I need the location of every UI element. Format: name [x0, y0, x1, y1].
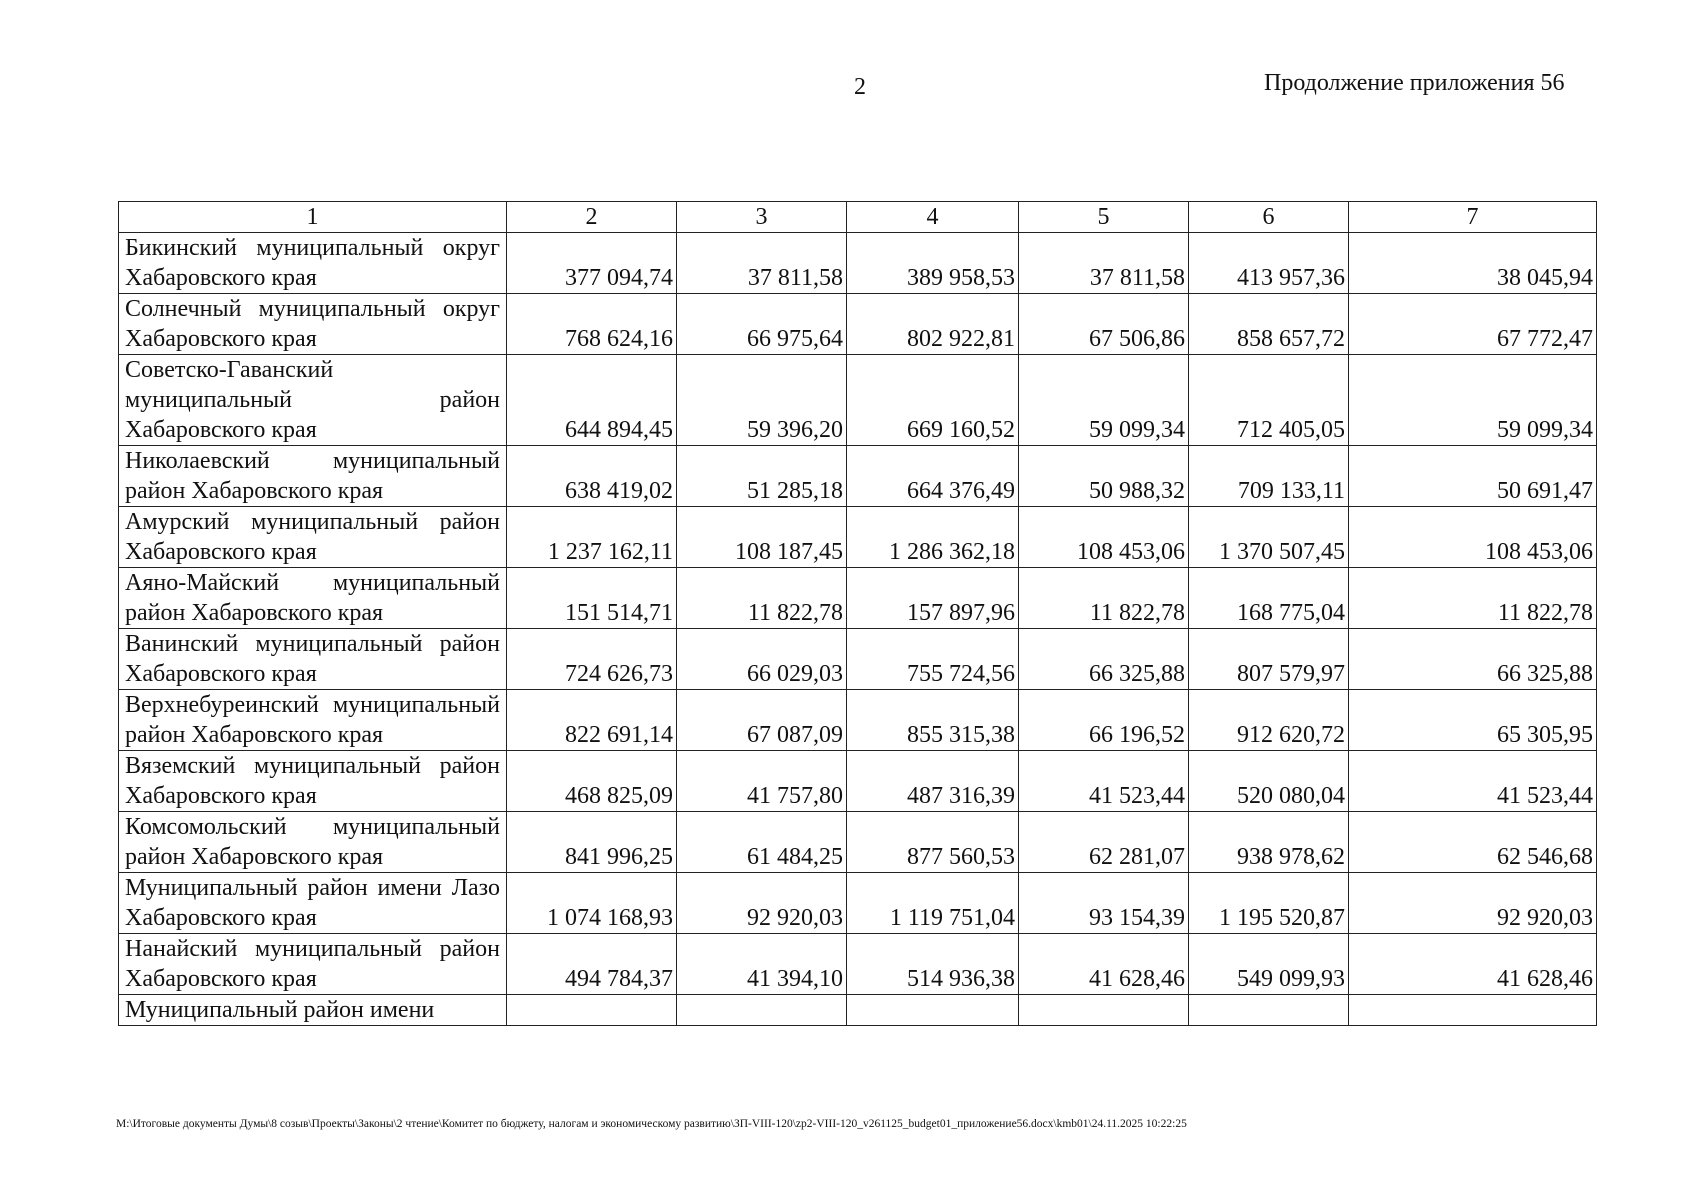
value-cell: 62 546,68 [1349, 812, 1597, 873]
district-name-cell: Ванинский муниципальный район Хабаровского края [119, 629, 507, 690]
district-name-cell: Советско-Гаванский муниципальный район Хабаровского края [119, 355, 507, 446]
value-cell: 38 045,94 [1349, 233, 1597, 294]
value-cell: 151 514,71 [507, 568, 677, 629]
value-cell: 37 811,58 [1019, 233, 1189, 294]
table-row [119, 446, 1597, 507]
table-row [119, 934, 1597, 995]
value-cell: 1 237 162,11 [507, 507, 677, 568]
page-number: 2 [854, 74, 866, 100]
column-header: 3 [677, 202, 847, 233]
value-cell: 41 523,44 [1019, 751, 1189, 812]
value-cell: 912 620,72 [1189, 690, 1349, 751]
value-cell: 494 784,37 [507, 934, 677, 995]
value-cell: 709 133,11 [1189, 446, 1349, 507]
value-cell: 638 419,02 [507, 446, 677, 507]
file-path-footer: M:\Итоговые документы Думы\8 созыв\Проекты\Законы\2 чтение\Комитет по бюджету, налогам и экономическому развитию\ЗП-VIII-120\zp2-VIII-120_v261125_budget01_приложение56.docx\kmb01\24.11.2025 10:22:25 [116, 1118, 1187, 1130]
column-header: 2 [507, 202, 677, 233]
value-cell: 59 099,34 [1349, 355, 1597, 446]
appendix-continuation-label: Продолжение приложения 56 [1264, 70, 1565, 96]
value-cell: 549 099,93 [1189, 934, 1349, 995]
district-name-cell: Муниципальный район имени Лазо Хабаровского края [119, 873, 507, 934]
value-cell: 802 922,81 [847, 294, 1019, 355]
value-cell: 11 822,78 [677, 568, 847, 629]
value-cell: 389 958,53 [847, 233, 1019, 294]
column-header: 4 [847, 202, 1019, 233]
table-row [119, 568, 1597, 629]
value-cell: 66 325,88 [1019, 629, 1189, 690]
district-name-cell: Бикинский муниципальный округ Хабаровского края [119, 233, 507, 294]
table-row [119, 995, 1597, 1026]
district-name-cell: Солнечный муниципальный округ Хабаровского края [119, 294, 507, 355]
value-cell [507, 995, 677, 1026]
district-name-cell: Нанайский муниципальный район Хабаровского края [119, 934, 507, 995]
value-cell: 59 099,34 [1019, 355, 1189, 446]
value-cell: 807 579,97 [1189, 629, 1349, 690]
value-cell: 514 936,38 [847, 934, 1019, 995]
value-cell: 11 822,78 [1349, 568, 1597, 629]
district-name-cell: Муниципальный район имени [119, 995, 507, 1026]
value-cell: 1 119 751,04 [847, 873, 1019, 934]
value-cell: 108 187,45 [677, 507, 847, 568]
value-cell: 487 316,39 [847, 751, 1019, 812]
budget-table [118, 201, 1597, 1026]
table-row [119, 355, 1597, 446]
table-row [119, 233, 1597, 294]
district-name-cell: Амурский муниципальный район Хабаровского края [119, 507, 507, 568]
value-cell: 877 560,53 [847, 812, 1019, 873]
value-cell: 59 396,20 [677, 355, 847, 446]
value-cell: 858 657,72 [1189, 294, 1349, 355]
value-cell: 724 626,73 [507, 629, 677, 690]
value-cell: 1 074 168,93 [507, 873, 677, 934]
value-cell: 108 453,06 [1349, 507, 1597, 568]
value-cell [1019, 995, 1189, 1026]
district-name-cell: Вяземский муниципальный район Хабаровского края [119, 751, 507, 812]
value-cell [847, 995, 1019, 1026]
value-cell: 41 394,10 [677, 934, 847, 995]
value-cell: 11 822,78 [1019, 568, 1189, 629]
value-cell: 41 523,44 [1349, 751, 1597, 812]
value-cell: 938 978,62 [1189, 812, 1349, 873]
district-name-cell: Аяно-Майский муниципальный район Хабаровского края [119, 568, 507, 629]
table-row [119, 294, 1597, 355]
value-cell: 50 988,32 [1019, 446, 1189, 507]
value-cell: 67 087,09 [677, 690, 847, 751]
value-cell: 41 628,46 [1019, 934, 1189, 995]
column-header: 6 [1189, 202, 1349, 233]
value-cell: 66 975,64 [677, 294, 847, 355]
value-cell: 67 506,86 [1019, 294, 1189, 355]
value-cell: 50 691,47 [1349, 446, 1597, 507]
value-cell: 644 894,45 [507, 355, 677, 446]
value-cell: 664 376,49 [847, 446, 1019, 507]
value-cell: 66 196,52 [1019, 690, 1189, 751]
value-cell: 822 691,14 [507, 690, 677, 751]
column-header: 1 [119, 202, 507, 233]
value-cell: 37 811,58 [677, 233, 847, 294]
value-cell: 413 957,36 [1189, 233, 1349, 294]
value-cell: 92 920,03 [677, 873, 847, 934]
value-cell: 1 286 362,18 [847, 507, 1019, 568]
district-name-cell: Николаевский муниципальный район Хабаровского края [119, 446, 507, 507]
value-cell: 66 029,03 [677, 629, 847, 690]
value-cell: 66 325,88 [1349, 629, 1597, 690]
value-cell: 157 897,96 [847, 568, 1019, 629]
value-cell: 41 757,80 [677, 751, 847, 812]
value-cell: 841 996,25 [507, 812, 677, 873]
column-header: 7 [1349, 202, 1597, 233]
value-cell: 1 370 507,45 [1189, 507, 1349, 568]
value-cell: 712 405,05 [1189, 355, 1349, 446]
district-name-cell: Комсомольский муниципальный район Хабаровского края [119, 812, 507, 873]
value-cell [1349, 995, 1597, 1026]
column-header: 5 [1019, 202, 1189, 233]
value-cell: 755 724,56 [847, 629, 1019, 690]
table-row [119, 751, 1597, 812]
value-cell: 855 315,38 [847, 690, 1019, 751]
value-cell: 168 775,04 [1189, 568, 1349, 629]
table-row [119, 507, 1597, 568]
table-body [119, 202, 1597, 1026]
value-cell: 108 453,06 [1019, 507, 1189, 568]
value-cell: 62 281,07 [1019, 812, 1189, 873]
table-row [119, 812, 1597, 873]
value-cell: 768 624,16 [507, 294, 677, 355]
value-cell: 51 285,18 [677, 446, 847, 507]
value-cell: 669 160,52 [847, 355, 1019, 446]
value-cell: 65 305,95 [1349, 690, 1597, 751]
value-cell [1189, 995, 1349, 1026]
value-cell: 520 080,04 [1189, 751, 1349, 812]
value-cell: 377 094,74 [507, 233, 677, 294]
value-cell: 93 154,39 [1019, 873, 1189, 934]
table-row [119, 629, 1597, 690]
value-cell: 67 772,47 [1349, 294, 1597, 355]
table-row [119, 690, 1597, 751]
value-cell: 468 825,09 [507, 751, 677, 812]
value-cell [677, 995, 847, 1026]
district-name-cell: Верхнебуреинский муниципальный район Хабаровского края [119, 690, 507, 751]
value-cell: 41 628,46 [1349, 934, 1597, 995]
value-cell: 1 195 520,87 [1189, 873, 1349, 934]
table-header-row [119, 202, 1597, 233]
table-row [119, 873, 1597, 934]
value-cell: 92 920,03 [1349, 873, 1597, 934]
value-cell: 61 484,25 [677, 812, 847, 873]
